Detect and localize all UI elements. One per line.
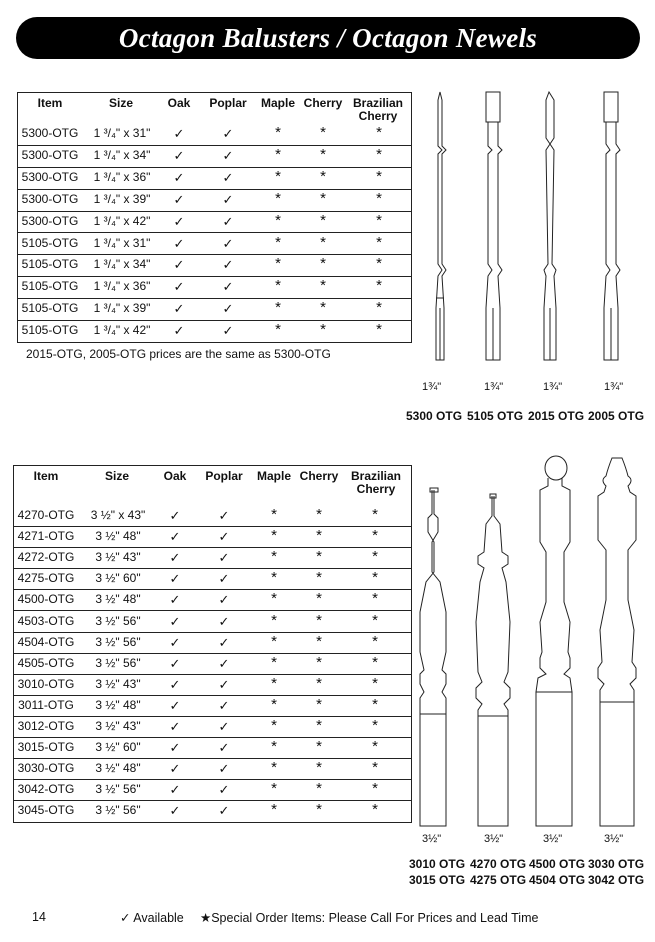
- maple-cell: *: [275, 277, 281, 295]
- maple-cell: *: [271, 506, 277, 523]
- brazilian-cherry-cell: *: [372, 653, 378, 671]
- cherry-cell: *: [316, 590, 322, 608]
- poplar-cell: ✓: [218, 550, 230, 566]
- table-row: [14, 716, 411, 738]
- size-cell: 1 ³/₄" x 36": [93, 279, 151, 294]
- item-cell: 3011-OTG: [18, 697, 74, 712]
- oak-cell: ✓: [169, 529, 181, 545]
- newel-code-2a: 4270 OTG: [470, 857, 527, 871]
- oak-cell: ✓: [173, 279, 185, 295]
- brazilian-cherry-cell: *: [376, 145, 382, 163]
- poplar-cell: ✓: [218, 740, 230, 756]
- oak-cell: ✓: [173, 323, 185, 339]
- baluster-5300-drawing: [436, 92, 446, 360]
- newel-code-1a: 3010 OTG: [409, 857, 466, 871]
- poplar-cell: ✓: [222, 279, 234, 295]
- oak-cell: ✓: [169, 803, 181, 819]
- page-title: Octagon Balusters / Octagon Newels: [118, 23, 538, 53]
- page-number: 14: [32, 910, 46, 924]
- poplar-cell: ✓: [218, 697, 230, 713]
- baluster-dim-2: 1¾": [484, 381, 504, 393]
- poplar-cell: ✓: [218, 803, 230, 819]
- maple-cell: *: [271, 611, 277, 629]
- cherry-cell: *: [320, 233, 326, 251]
- size-cell: 1 ³/₄" x 36": [93, 169, 151, 184]
- table-row: [18, 189, 411, 212]
- table-row: [14, 611, 411, 633]
- size-cell: 3 ½" 48": [95, 592, 141, 607]
- poplar-cell: ✓: [222, 191, 234, 207]
- col-brazilian-cherry: Cherry: [356, 482, 396, 496]
- oak-cell: ✓: [173, 301, 185, 317]
- size-cell: 3 ½" 56": [95, 803, 141, 818]
- size-cell: 1 ³/₄" x 34": [93, 257, 151, 272]
- baluster-dim-3: 1¾": [543, 381, 563, 393]
- brazilian-cherry-cell: *: [376, 321, 382, 339]
- maple-cell: *: [271, 590, 277, 608]
- oak-cell: ✓: [173, 213, 185, 229]
- poplar-cell: ✓: [222, 257, 234, 273]
- poplar-cell: ✓: [222, 126, 234, 141]
- table-row: [14, 589, 411, 611]
- maple-cell: *: [275, 167, 281, 185]
- size-cell: 1 ³/₄" x 42": [93, 323, 151, 338]
- baluster-code-2: 5105 OTG: [467, 409, 524, 423]
- table-row: [14, 758, 411, 780]
- poplar-cell: ✓: [222, 169, 234, 185]
- brazilian-cherry-cell: *: [372, 717, 378, 734]
- oak-cell: ✓: [169, 571, 181, 587]
- col-poplar: Poplar: [205, 469, 243, 483]
- newel-illustrations: [412, 452, 652, 830]
- cherry-cell: *: [316, 569, 322, 587]
- col-cherry: Cherry: [303, 96, 343, 110]
- table-row: [14, 547, 411, 569]
- newel-code-1b: 3015 OTG: [409, 873, 466, 887]
- oak-cell: ✓: [169, 761, 181, 777]
- size-cell: 3 ½" 48": [95, 697, 141, 712]
- oak-cell: ✓: [169, 592, 181, 608]
- cherry-cell: *: [316, 801, 322, 819]
- oak-cell: ✓: [169, 676, 181, 692]
- item-cell: 5300-OTG: [21, 169, 79, 184]
- col-oak: Oak: [167, 96, 191, 110]
- poplar-cell: ✓: [222, 213, 234, 229]
- brazilian-cherry-cell: *: [372, 611, 378, 629]
- oak-cell: ✓: [169, 719, 181, 734]
- size-cell: 3 ½" x 43": [90, 508, 146, 522]
- size-cell: 3 ½" 60": [95, 740, 141, 755]
- oak-cell: ✓: [169, 550, 181, 566]
- newel-dim-2: 3½": [484, 833, 504, 845]
- footer-available: ✓ Available: [120, 911, 184, 925]
- poplar-cell: ✓: [218, 634, 230, 650]
- size-cell: 3 ½" 60": [95, 571, 141, 586]
- maple-cell: *: [271, 527, 277, 545]
- poplar-cell: ✓: [222, 235, 234, 251]
- size-cell: 3 ½" 56": [95, 782, 141, 797]
- table-row: [18, 320, 411, 342]
- size-cell: 3 ½" 56": [95, 613, 141, 628]
- col-oak: Oak: [163, 469, 187, 483]
- brazilian-cherry-cell: *: [376, 124, 382, 141]
- oak-cell: ✓: [173, 147, 185, 163]
- oak-cell: ✓: [169, 508, 181, 523]
- oak-cell: ✓: [173, 169, 185, 185]
- col-brazilian-cherry: Cherry: [358, 109, 398, 123]
- newel-dim-4: 3½": [604, 833, 624, 845]
- table-row: [14, 632, 411, 654]
- oak-cell: ✓: [173, 191, 185, 207]
- cherry-cell: *: [316, 653, 322, 671]
- poplar-cell: ✓: [218, 761, 230, 777]
- maple-cell: *: [275, 211, 281, 229]
- item-cell: 5105-OTG: [21, 301, 79, 316]
- item-cell: 4505-OTG: [17, 655, 75, 670]
- maple-cell: *: [271, 738, 277, 756]
- brazilian-cherry-cell: *: [376, 255, 382, 273]
- item-cell: 3030-OTG: [17, 761, 75, 776]
- maple-cell: *: [271, 653, 277, 671]
- item-cell: 3045-OTG: [17, 803, 75, 818]
- maple-cell: *: [275, 233, 281, 251]
- cherry-cell: *: [316, 780, 322, 798]
- maple-cell: *: [271, 548, 277, 566]
- col-size: Size: [108, 96, 133, 110]
- newel-code-3a: 4500 OTG: [529, 857, 586, 871]
- col-item: Item: [37, 96, 63, 110]
- newel-dim-1: 3½": [422, 833, 442, 845]
- item-cell: 5105-OTG: [21, 235, 79, 250]
- newel-dim-3: 3½": [543, 833, 563, 845]
- item-cell: 3012-OTG: [17, 719, 75, 733]
- size-cell: 3 ½" 48": [95, 761, 141, 776]
- table-row: [18, 167, 411, 190]
- col-maple: Maple: [256, 469, 291, 483]
- size-cell: 3 ½" 43": [95, 550, 141, 565]
- size-cell: 1 ³/₄" x 34": [93, 147, 151, 162]
- cherry-cell: *: [320, 145, 326, 163]
- item-cell: 5300-OTG: [21, 126, 79, 140]
- footer-special: ★Special Order Items: Please Call For Prices and Lead Time: [200, 911, 539, 925]
- cherry-cell: *: [320, 189, 326, 207]
- poplar-cell: ✓: [218, 529, 230, 545]
- brazilian-cherry-cell: *: [372, 780, 378, 798]
- brazilian-cherry-cell: *: [372, 590, 378, 608]
- baluster-code-4: 2005 OTG: [588, 409, 645, 423]
- page-title-banner: [16, 17, 640, 59]
- cherry-cell: *: [316, 527, 322, 545]
- maple-cell: *: [271, 780, 277, 798]
- cherry-cell: *: [320, 211, 326, 229]
- item-cell: 3042-OTG: [17, 782, 75, 797]
- table-row: [14, 737, 411, 759]
- newel-table: [13, 465, 412, 823]
- poplar-cell: ✓: [218, 782, 230, 798]
- oak-cell: ✓: [169, 697, 181, 713]
- poplar-cell: ✓: [218, 508, 230, 523]
- baluster-illustrations: [418, 88, 648, 378]
- poplar-cell: ✓: [218, 719, 230, 734]
- oak-cell: ✓: [173, 126, 185, 141]
- cherry-cell: *: [316, 695, 322, 713]
- maple-cell: *: [271, 801, 277, 819]
- table-row: [14, 695, 411, 717]
- newel-code-3b: 4504 OTG: [529, 873, 586, 887]
- baluster-code-3: 2015 OTG: [528, 409, 585, 423]
- cherry-cell: *: [316, 738, 322, 756]
- item-cell: 4503-OTG: [17, 613, 75, 628]
- table-row: [18, 233, 411, 256]
- maple-cell: *: [271, 569, 277, 587]
- col-brazilian: Brazilian: [350, 469, 401, 483]
- cherry-cell: *: [316, 548, 322, 566]
- brazilian-cherry-cell: *: [372, 506, 378, 523]
- baluster-table: [17, 92, 412, 343]
- item-cell: 5105-OTG: [21, 323, 79, 338]
- brazilian-cherry-cell: *: [372, 695, 378, 713]
- maple-cell: *: [271, 695, 277, 713]
- table-row: [18, 254, 411, 277]
- table-row: [18, 298, 411, 321]
- table-row: [18, 211, 411, 234]
- oak-cell: ✓: [173, 235, 185, 251]
- table-row: [14, 653, 411, 675]
- poplar-cell: ✓: [222, 301, 234, 317]
- item-cell: 4270-OTG: [17, 508, 75, 522]
- cherry-cell: *: [316, 611, 322, 629]
- cherry-cell: *: [320, 167, 326, 185]
- table-row: [14, 779, 411, 801]
- oak-cell: ✓: [169, 613, 181, 629]
- table-row: [18, 145, 411, 168]
- item-cell: 4271-OTG: [17, 529, 75, 544]
- cherry-cell: *: [320, 255, 326, 273]
- poplar-cell: ✓: [218, 676, 230, 692]
- maple-cell: *: [275, 321, 281, 339]
- brazilian-cherry-cell: *: [372, 801, 378, 819]
- item-cell: 3010-OTG: [17, 676, 75, 691]
- maple-cell: *: [271, 632, 277, 650]
- brazilian-cherry-cell: *: [376, 277, 382, 295]
- brazilian-cherry-cell: *: [372, 632, 378, 650]
- cherry-cell: *: [320, 124, 326, 141]
- item-cell: 4272-OTG: [17, 550, 75, 565]
- item-cell: 5300-OTG: [21, 191, 79, 206]
- table-row: [18, 123, 411, 146]
- maple-cell: *: [275, 255, 281, 273]
- item-cell: 3015-OTG: [17, 740, 75, 755]
- maple-cell: *: [275, 299, 281, 317]
- cherry-cell: *: [316, 506, 322, 523]
- newel-3010-drawing: [420, 488, 446, 826]
- brazilian-cherry-cell: *: [376, 211, 382, 229]
- brazilian-cherry-cell: *: [376, 299, 382, 317]
- maple-cell: *: [271, 759, 277, 777]
- brazilian-cherry-cell: *: [376, 167, 382, 185]
- item-cell: 4275-OTG: [17, 571, 75, 586]
- poplar-cell: ✓: [222, 323, 234, 339]
- col-brazilian: Brazilian: [352, 96, 403, 110]
- maple-cell: *: [271, 717, 277, 734]
- size-cell: 3 ½" 56": [95, 634, 141, 649]
- brazilian-cherry-cell: *: [372, 759, 378, 777]
- poplar-cell: ✓: [222, 147, 234, 163]
- baluster-dim-4: 1¾": [604, 381, 624, 393]
- baluster-dim-1: 1¾": [422, 381, 442, 393]
- cherry-cell: *: [320, 277, 326, 295]
- size-cell: 1 ³/₄" x 42": [93, 213, 151, 228]
- oak-cell: ✓: [169, 655, 181, 671]
- item-cell: 4500-OTG: [17, 592, 75, 607]
- poplar-cell: ✓: [218, 613, 230, 629]
- size-cell: 3 ½" 48": [95, 529, 141, 544]
- size-cell: 3 ½" 56": [95, 655, 141, 670]
- baluster-code-1: 5300 OTG: [406, 409, 463, 423]
- brazilian-cherry-cell: *: [376, 189, 382, 207]
- size-cell: 3 ½" 43": [95, 676, 141, 691]
- size-cell: 1 ³/₄" x 39": [93, 191, 151, 206]
- col-maple: Maple: [260, 96, 295, 110]
- maple-cell: *: [271, 674, 277, 692]
- size-cell: 3 ½" 43": [95, 719, 141, 733]
- cherry-cell: *: [316, 759, 322, 777]
- newel-code-2b: 4275 OTG: [470, 873, 527, 887]
- maple-cell: *: [275, 124, 281, 141]
- col-size: Size: [104, 469, 129, 483]
- newel-code-4b: 3042 OTG: [588, 873, 645, 887]
- brazilian-cherry-cell: *: [372, 569, 378, 587]
- brazilian-cherry-cell: *: [372, 738, 378, 756]
- cherry-cell: *: [316, 632, 322, 650]
- brazilian-cherry-cell: *: [372, 674, 378, 692]
- item-cell: 5300-OTG: [21, 213, 79, 228]
- brazilian-cherry-cell: *: [372, 548, 378, 566]
- table-row: [14, 568, 411, 590]
- baluster-5105-drawing: [486, 92, 502, 360]
- newel-4500-drawing: [536, 456, 572, 826]
- cherry-cell: *: [320, 299, 326, 317]
- item-cell: 5300-OTG: [21, 147, 79, 162]
- oak-cell: ✓: [169, 634, 181, 650]
- size-cell: 1 ³/₄" x 39": [93, 301, 151, 316]
- col-poplar: Poplar: [209, 96, 247, 110]
- baluster-2005-drawing: [604, 92, 620, 360]
- newel-3030-drawing: [598, 458, 636, 826]
- newel-4270-drawing: [476, 494, 510, 826]
- brazilian-cherry-cell: *: [376, 233, 382, 251]
- col-cherry: Cherry: [299, 469, 339, 483]
- poplar-cell: ✓: [218, 592, 230, 608]
- poplar-cell: ✓: [218, 655, 230, 671]
- item-cell: 5105-OTG: [21, 257, 79, 272]
- baluster-2015-drawing: [544, 92, 556, 360]
- table-row: [14, 800, 411, 821]
- table-row: [18, 276, 411, 299]
- item-cell: 4504-OTG: [17, 634, 75, 649]
- oak-cell: ✓: [173, 257, 185, 273]
- oak-cell: ✓: [169, 782, 181, 798]
- size-cell: 1 ³/₄" x 31": [93, 235, 151, 250]
- maple-cell: *: [275, 189, 281, 207]
- poplar-cell: ✓: [218, 571, 230, 587]
- table-row: [14, 505, 411, 527]
- brazilian-cherry-cell: *: [372, 527, 378, 545]
- col-item: Item: [33, 469, 59, 483]
- maple-cell: *: [275, 145, 281, 163]
- table-row: [14, 526, 411, 548]
- newel-code-4a: 3030 OTG: [588, 857, 645, 871]
- baluster-note: 2015-OTG, 2005-OTG prices are the same as 5300-OTG: [26, 347, 331, 361]
- size-cell: 1 ³/₄" x 31": [93, 126, 151, 140]
- item-cell: 5105-OTG: [21, 279, 79, 294]
- table-row: [14, 674, 411, 696]
- cherry-cell: *: [320, 321, 326, 339]
- oak-cell: ✓: [169, 740, 181, 756]
- cherry-cell: *: [316, 674, 322, 692]
- cherry-cell: *: [316, 717, 322, 734]
